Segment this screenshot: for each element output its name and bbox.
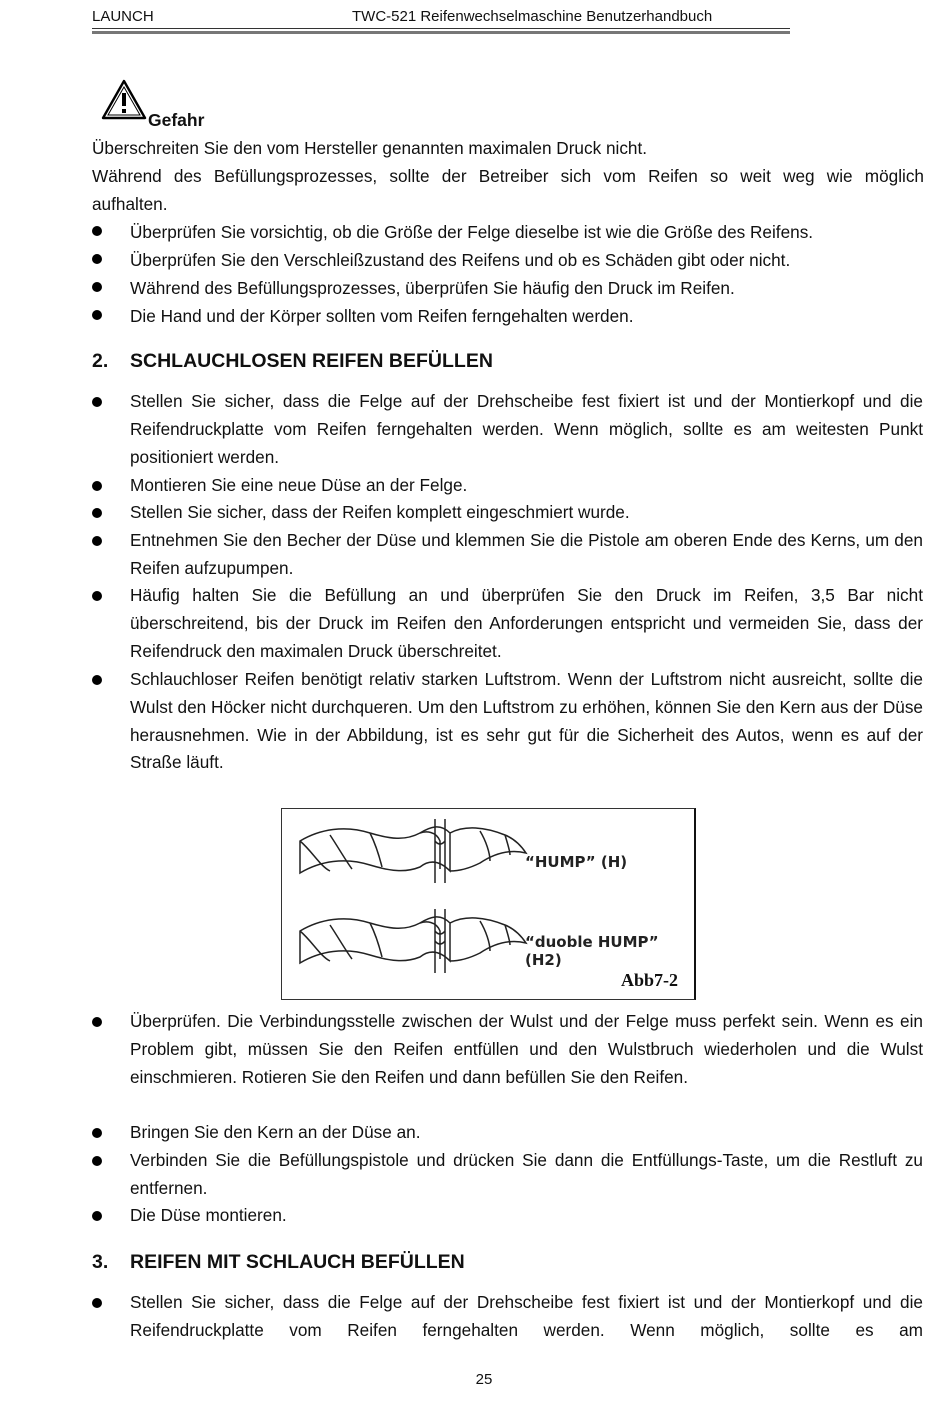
bullet-dot bbox=[92, 1156, 102, 1166]
warning-bullet: Die Hand und der Körper sollten vom Reifen ferngehalten werden. bbox=[130, 306, 634, 326]
warning-line: aufhalten. bbox=[92, 194, 168, 214]
bullet-dot bbox=[92, 675, 102, 685]
page-number: 25 bbox=[475, 1371, 493, 1388]
section2-bullet: Häufig halten Sie die Befüllung an und überprüfen Sie den Druck im Reifen, 3,5 Bar nicht überschreitend, bis der Druck im Reifen den Anforderungen entspricht und vermeiden Sie, dass der Reifendruck den maximalen Druck überschreitet. bbox=[130, 585, 923, 661]
warning-label: Gefahr bbox=[148, 110, 205, 130]
section2-bullet: Überprüfen. Die Verbindungsstelle zwischen der Wulst und der Felge muss perfekt sein. Wenn es ein Problem gibt, müssen Sie den Reifen entfüllen und den Wulstbruch wiederholen und die Wulst einschmieren. Rotieren Sie den Reifen und dann befüllen Sie den Reifen. bbox=[130, 1011, 923, 1087]
rim-profile-illustration bbox=[290, 811, 530, 1001]
warning-bullet: Überprüfen Sie vorsichtig, ob die Größe der Felge dieselbe ist wie die Größe des Reifens. bbox=[130, 222, 814, 242]
bullet-dot bbox=[92, 1211, 102, 1221]
header-rule bbox=[92, 28, 790, 34]
section2-bullet: Entnehmen Sie den Becher der Düse und klemmen Sie die Pistole am oberen Ende des Kerns, um den Reifen aufzupumpen. bbox=[130, 530, 923, 578]
bullet-dot bbox=[92, 508, 102, 518]
figure-caption: Abb7-2 bbox=[620, 970, 678, 990]
bullet-dot bbox=[92, 254, 102, 264]
bullet-dot bbox=[92, 481, 102, 491]
header-brand: LAUNCH bbox=[92, 8, 154, 25]
section3-bullet: Stellen Sie sicher, dass die Felge auf der Drehscheibe fest fixiert ist und der Montierkopf und die Reifendruckplatte vom Reifen ferngehalten werden. Wenn möglich, sollte es am bbox=[130, 1292, 923, 1340]
section2-bullet: Verbinden Sie die Befüllungspistole und drücken Sie dann die Entfüllungs-Taste, um die Restluft zu entfernen. bbox=[130, 1150, 923, 1198]
section2-bullet: Schlauchloser Reifen benötigt relativ starken Luftstrom. Wenn der Luftstrom nicht ausreicht, sollte die Wulst den Höcker nicht durchqueren. Um den Luftstrom zu erhöhen, können Sie den Kern aus der Düse herausnehmen. Wie in der Abbildung, ist es sehr gut für die Sicherheit des Autos, wenn es auf der Straße läuft. bbox=[130, 669, 923, 773]
warning-line: Überschreiten Sie den vom Hersteller genannten maximalen Druck nicht. bbox=[92, 138, 648, 158]
bullet-dot bbox=[92, 1298, 102, 1308]
bullet-dot bbox=[92, 282, 102, 292]
bullet-dot bbox=[92, 536, 102, 546]
section-title: REIFEN MIT SCHLAUCH BEFÜLLEN bbox=[130, 1251, 465, 1273]
bullet-dot bbox=[92, 591, 102, 601]
rim-hump-figure bbox=[281, 808, 696, 1000]
page-header bbox=[92, 6, 790, 36]
figure-label-hump: “HUMP” (H) bbox=[525, 853, 628, 871]
section-number: 2. bbox=[92, 350, 109, 372]
section2-bullet: Montieren Sie eine neue Düse an der Felge. bbox=[130, 475, 468, 495]
warning-triangle-icon bbox=[100, 78, 148, 122]
header-title: TWC-521 Reifenwechselmaschine Benutzerhandbuch bbox=[352, 8, 713, 25]
bullet-dot bbox=[92, 1017, 102, 1027]
section-title: SCHLAUCHLOSEN REIFEN BEFÜLLEN bbox=[130, 350, 493, 372]
warning-line: Während des Befüllungsprozesses, sollte der Betreiber sich vom Reifen so weit weg wie möglich bbox=[92, 166, 924, 186]
bullet-dot bbox=[92, 310, 102, 320]
figure-label-double-hump: “duoble HUMP” (H2) bbox=[525, 933, 659, 969]
warning-bullet: Überprüfen Sie den Verschleißzustand des Reifens und ob es Schäden gibt oder nicht. bbox=[130, 250, 791, 270]
section2-bullet: Stellen Sie sicher, dass der Reifen komplett eingeschmiert wurde. bbox=[130, 502, 630, 522]
warning-bullet: Während des Befüllungsprozesses, überprüfen Sie häufig den Druck im Reifen. bbox=[130, 278, 735, 298]
bullet-dot bbox=[92, 226, 102, 236]
section2-bullet: Die Düse montieren. bbox=[130, 1205, 287, 1225]
bullet-dot bbox=[92, 1128, 102, 1138]
section2-bullet: Bringen Sie den Kern an der Düse an. bbox=[130, 1122, 421, 1142]
bullet-dot bbox=[92, 397, 102, 407]
section2-bullet: Stellen Sie sicher, dass die Felge auf der Drehscheibe fest fixiert ist und der Montierkopf und die Reifendruckplatte vom Reifen ferngehalten werden. Wenn möglich, sollte es am weitesten Punkt positioniert werden. bbox=[130, 391, 923, 467]
section-number: 3. bbox=[92, 1251, 109, 1273]
